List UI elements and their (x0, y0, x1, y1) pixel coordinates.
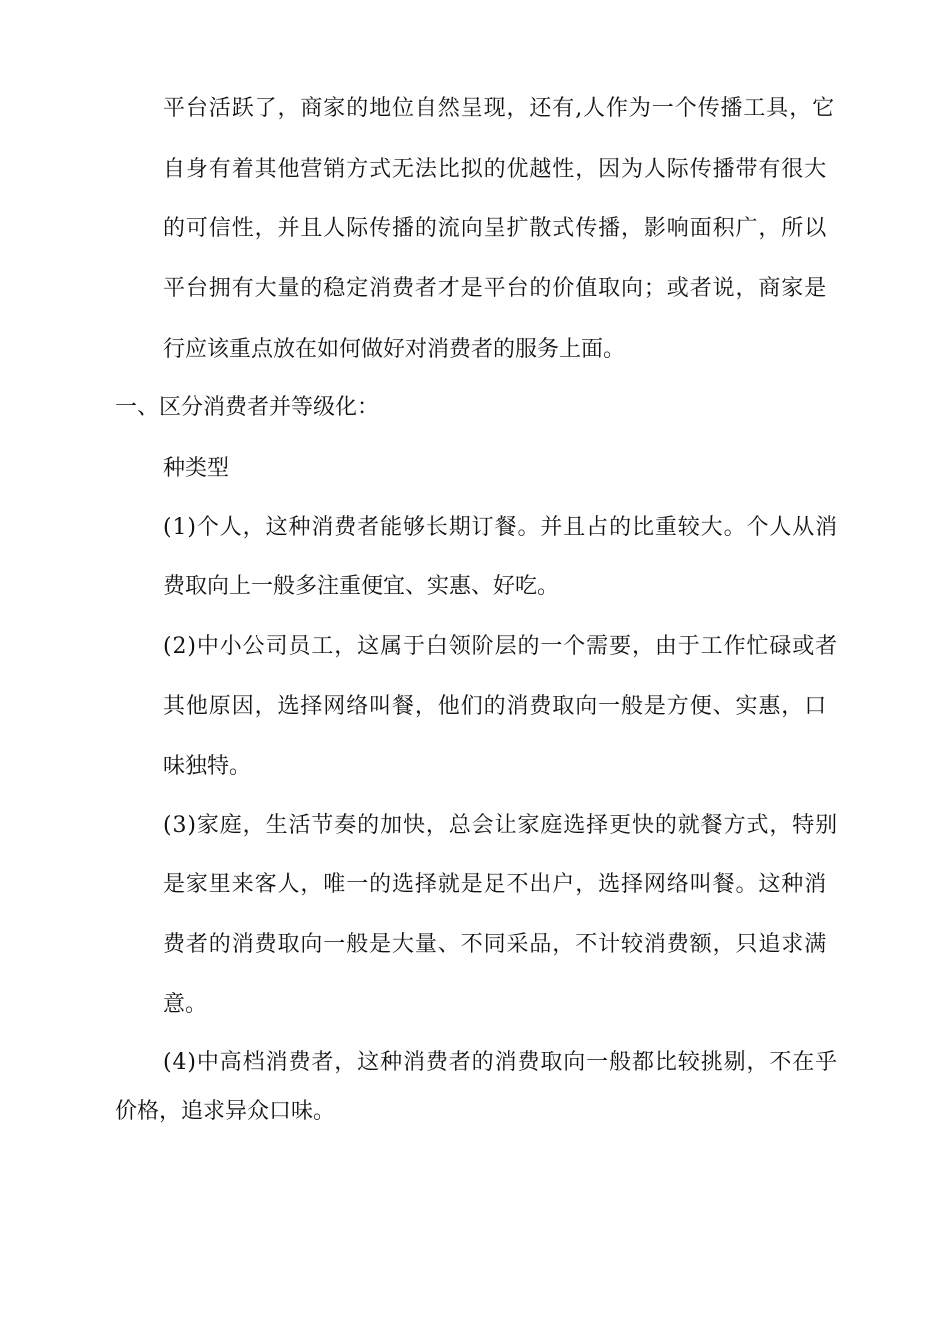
text-line: 是家里来客人，唯一的选择就是足不出户，选择网络叫餐。这种消 (163, 872, 828, 897)
text-line: 其他原因，选择网络叫餐，他们的消费取向一般是方便、实惠，口 (163, 694, 828, 719)
text-line: (3)家庭，生活节奏的加快，总会让家庭选择更快的就餐方式，特别 (163, 813, 839, 838)
text-line: 自身有着其他营销方式无法比拟的优越性，因为人际传播带有很大 (163, 157, 828, 182)
text-line: (2)中小公司员工，这属于白领阶层的一个需要，由于工作忙碌或者 (163, 634, 839, 659)
text-line: 行应该重点放在如何做好对消费者的服务上面。 (163, 337, 626, 362)
text-line: 味独特。 (163, 754, 252, 779)
text-line: 平台拥有大量的稳定消费者才是平台的价值取向；或者说，商家是 (163, 276, 828, 301)
text-line: 平台活跃了，商家的地位自然呈现，还有,人作为一个传播工具，它 (163, 96, 835, 121)
text-line: 费者的消费取向一般是大量、不同采品，不计较消费额，只追求满 (163, 932, 828, 957)
text-line: 意。 (163, 992, 208, 1017)
text-line: (4)中高档消费者，这种消费者的消费取向一般都比较挑剔，不在乎 (163, 1050, 839, 1075)
text-line: (1)个人，这种消费者能够长期订餐。并且占的比重较大。个人从消 (163, 515, 839, 540)
text-line: 的可信性，并且人际传播的流向呈扩散式传播，影响面积广，所以 (163, 216, 828, 241)
text-line: 费取向上一般多注重便宜、实惠、好吃。 (163, 574, 560, 599)
types-label: 种类型 (163, 456, 230, 481)
section-heading: 一、区分消费者并等级化： (115, 395, 380, 420)
text-line: 价格，追求异众口味。 (115, 1099, 336, 1124)
